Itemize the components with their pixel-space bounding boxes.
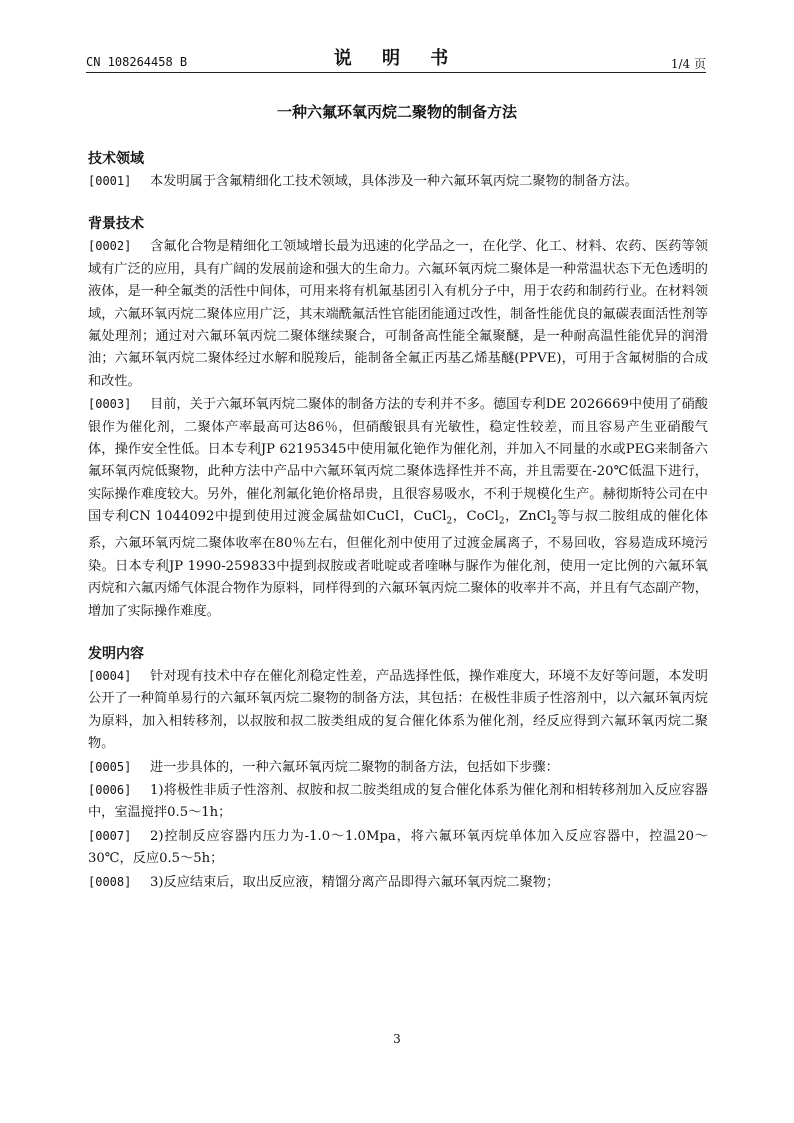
paragraph-text: 针对现有技术中存在催化剂稳定性差，产品选择性低，操作难度大，环境不友好等问题，本发明公开了一种简单易行的六氟环氧丙烷二聚物的制备方法，其包括：在极性非质子性溶剂中，以六氟环氧丙烷为原料，加入相转移剂，以叔胺和叔二胺类组成的复合催化体系为催化剂，经反应得到六氟环氧丙烷二聚物。 [88,668,708,752]
section-heading-invention: 发明内容 [88,645,144,662]
paragraph-number: [0008] [88,874,132,889]
paragraph-number: [0001] [88,174,132,188]
paragraph-0005 [88,756,708,779]
paragraph-0002 [88,235,708,393]
subscript: 2 [550,516,557,527]
paragraph-0001 [88,170,708,193]
document-title: 一种六氟环氧丙烷二聚物的制备方法 [276,103,517,121]
patent-number: CN 108264458 B [86,55,188,69]
paragraph-number: [0006] [88,782,132,797]
paragraph-number: [0007] [88,828,132,843]
paragraph-0006 [88,779,708,825]
paragraph-text: 3)反应结束后，取出反应液，精馏分离产品即得六氟环氧丙烷二聚物； [150,874,560,890]
paragraph-text: 本发明属于含氟精细化工技术领域，具体涉及一种六氟环氧丙烷二聚物的制备方法。 [150,174,638,189]
paragraph-0004 [88,665,708,756]
paragraph-text: 2)控制反应容器内压力为-1.0～1.0Mpa，将六氟环氧丙烷单体加入反应容器中，控温20～30℃，反应0.5～5h； [88,828,708,867]
paragraph-number: [0005] [88,759,132,774]
section-heading-field: 技术领域 [88,151,144,167]
subscript: 2 [446,516,453,527]
paragraph-text-part: ，CoCl [452,509,499,525]
paragraph-text-part: 等与叔二胺组成的催化体系，六氟环氧丙烷二聚体收率在80％左右，但催化剂中使用了过渡金属离子，不易回收，容易造成环境污染。日本专利JP 1990-259833中提到叔胺或者吡啶或者喹啉与脲作为催化剂，使用一定比例的六氟环氧丙烷和六氟丙烯气体混合物作为原料，同样得到的六氟环氧丙烷二聚体的收率并不高，并且有气态副产物，增加了实际操作难度。 [88,509,708,619]
page-info: 1/4 页 [670,57,706,71]
document-type: 说 明 书 [333,48,461,69]
paragraph-text-part: 目前，关于六氟环氧丙烷二聚体的制备方法的专利并不多。德国专利DE 2026669中使用了硝酸银作为催化剂，二聚体产率最高可达86％，但硝酸银具有光敏性，稳定性较差，而且容易产生亚硝酸气体，操作安全性低。日本专利JP 62195345中使用氟化铯作为催化剂，并加入不同量的水或PEG来制备六氟环氧丙烷低聚物，此种方法中产品中六氟环氧丙烷二聚体选择性并不高，并且需要在-20℃低温下进行，实际操作难度较大。另外，催化剂氟化铯价格昂贵，且很容易吸水，不利于规模化生产。赫彻斯特公司在中国专利CN 1044092中提到使用过渡金属盐如CuCl，CuCl [88,397,708,525]
paragraph-0003 [88,393,708,623]
paragraph-number: [0002] [88,239,132,254]
page-number: 3 [393,1032,401,1046]
document-body [88,148,708,894]
section-heading-background: 背景技术 [88,216,144,233]
paragraph-0008 [88,871,708,894]
paragraph-text-part: ，ZnCl [504,509,551,525]
paragraph-text: 进一步具体的，一种六氟环氧丙烷二聚物的制备方法，包括如下步骤： [150,759,559,775]
paragraph-text: 含氟化合物是精细化工领域增长最为迅速的化学品之一，在化学、化工、材料、农药、医药等领域有广泛的应用，具有广阔的发展前途和强大的生命力。六氟环氧丙烷二聚体是一种常温状态下无色透明的液体，是一种全氟类的活性中间体，可用来将有机氟基团引入有机分子中，用于农药和制药行业。在材料领域，六氟环氧丙烷二聚体应用广泛，其末端酰氟活性官能团能通过改性，制备性能优良的氟碳表面活性剂等氟处理剂；通过对六氟环氧丙烷二聚体继续聚合，可制备高性能全氟聚醚，是一种耐高温性能优异的润滑油；六氟环氧丙烷二聚体经过水解和脱羧后，能制备全氟正丙基乙烯基醚(PPVE)，可用于含氟树脂的合成和改性。 [88,239,708,389]
paragraph-0007 [88,825,708,871]
paragraph-text: 1)将极性非质子性溶剂、叔胺和叔二胺类组成的复合催化体系为催化剂和相转移剂加入反应容器中，室温搅拌0.5～1h； [88,782,708,821]
subscript: 2 [498,516,505,527]
paragraph-number: [0003] [88,397,132,412]
header-rule [86,72,706,73]
paragraph-number: [0004] [88,668,132,683]
